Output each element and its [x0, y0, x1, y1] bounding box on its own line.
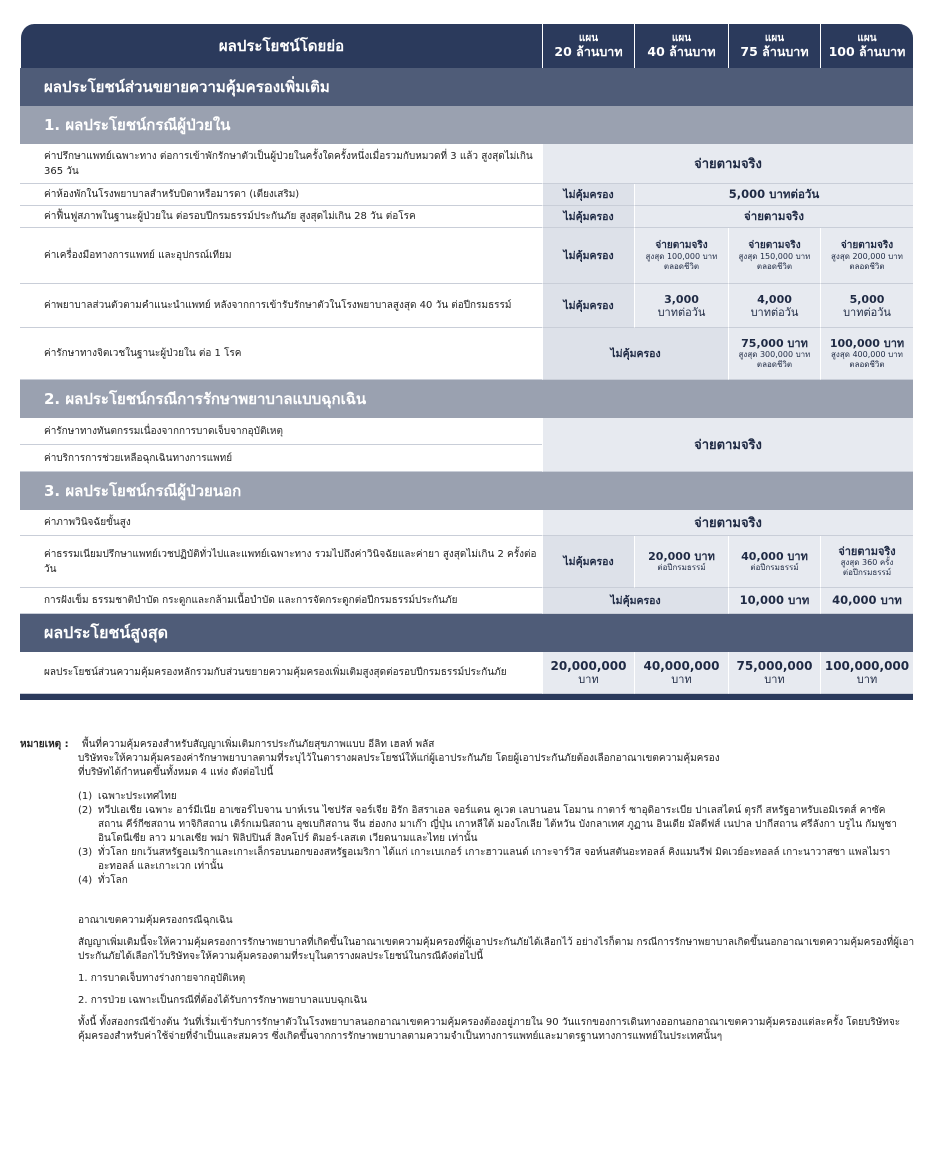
- section-extended: ผลประโยชน์ส่วนขยายความคุ้มครองเพิ่มเติม: [20, 68, 913, 106]
- list-item: (4) ทั่วโลก: [78, 875, 128, 886]
- list-item: (2) ทวีปเอเชีย เฉพาะ อาร์มีเนีย อาเซอร์ไบจาน บาห์เรน ไซปรัส จอร์เจีย อิรัก อิสราเอล จอร์แดน คูเวต เลบานอน โอมาน กาตาร์ ซาอุดิอาระเบีย ปาเลสไตน์ ตุรกี สหรัฐอาหรับเอมิเรตส์ คาซัคสถาน คีร์กีซสถาน ทาจิกิสถาน เติร์กเมนิสถาน อุซเบกิสถาน จีน ฮ่องกง มาเก๊า ญี่ปุ่น เกาหลีใต้ มองโกเลีย ไต้หวัน บังกลาเทศ ภูฏาน อินเดีย มัลดีฟส์ เนปาล ปากีสถาน ศรีลังกา บรูไน กัมพูชา อินโดนีเซีย ลาว มาเลเซีย พม่า ฟิลิปปินส์ สิงคโปร์ ติมอร์-เลสเต เวียดนามและไทย เท่านั้น: [78, 805, 897, 844]
- notes-line3: ที่บริษัทได้กำหนดขึ้นทั้งหมด 4 แห่ง ดังต่อไปนี้: [78, 767, 274, 778]
- notes-line2: บริษัทจะให้ความคุ้มครองค่ารักษาพยาบาลตามที่ระบุไว้ในตารางผลประโยชน์ให้แก่ผู้เอาประกันภัย โดยผู้เอาประกันภัยต้องเลือกอาณาเขตความคุ้มครอง: [78, 753, 720, 764]
- table-header: [20, 24, 913, 68]
- list-item: (3) ทั่วโลก ยกเว้นสหรัฐอเมริกาและเกาะเล็กรอบนอกของสหรัฐอเมริกา ได้แก่ เกาะเบเกอร์ เกาะฮาวแลนด์ เกาะจาร์วิส จอห์นสตันอะทอลล์ คิงแมนรีฟ มิดเวย์อะทอลล์ เกาะนาวาสซา แพลไมราอะทอลล์ และเกาะเวก เท่านั้น: [78, 847, 891, 872]
- table-row: ค่าธรรมเนียมปรึกษาแพทย์เวชปฏิบัติทั่วไปและแพทย์เฉพาะทาง รวมไปถึงค่าวินิจฉัยและค่ายา สูงสุดไม่เกิน 2 ครั้งต่อวัน ไม่คุ้มครอง 20,000 บาท ต่อปีกรมธรรม์ 40,000 บาท ต่อปีกรมธรรม์ จ่ายตามจริง สูงสุด 360 ครั้ง ต่อปีกรมธรรม์: [20, 536, 913, 588]
- emergency-case-2: 2. การป่วย เฉพาะเป็นกรณีที่ต้องได้รับการรักษาพยาบาลแบบฉุกเฉิน: [78, 995, 367, 1006]
- plan-100-header: แผน 100 ล้านบาท: [820, 24, 913, 68]
- plan-20-header: แผน 20 ล้านบาท: [542, 24, 634, 68]
- notes-label: หมายเหตุ :: [20, 739, 69, 750]
- benefits-table: [20, 24, 913, 700]
- notes-section: [20, 738, 920, 1044]
- table-row: ค่าฟื้นฟูสภาพในฐานะผู้ป่วยใน ต่อรอบปีกรมธรรม์ประกันภัย สูงสุดไม่เกิน 28 วัน ต่อโรค ไม่คุ้มครอง จ่ายตามจริง: [20, 206, 913, 228]
- table-row: ค่ารักษาทางทันตกรรมเนื่องจากการบาดเจ็บจากอุบัติเหตุ จ่ายตามจริง ค่าบริการการช่วยเหลือฉุกเฉินทางการแพทย์: [20, 418, 913, 472]
- table-row: ค่าปรึกษาแพทย์เฉพาะทาง ต่อการเข้าพักรักษาตัวเป็นผู้ป่วยในครั้งใดครั้งหนึ่งเมื่อรวมกับหมวดที่ 3 แล้ว สูงสุดไม่เกิน 365 วัน จ่ายตามจริง: [20, 144, 913, 184]
- table-row: ค่ารักษาทางจิตเวชในฐานะผู้ป่วยใน ต่อ 1 โรค ไม่คุ้มครอง 75,000 บาท สูงสุด 300,000 บาท ตลอดชีวิต 100,000 บาท สูงสุด 400,000 บาท ตลอดชีวิต: [20, 328, 913, 380]
- table-row: ผลประโยชน์ส่วนความคุ้มครองหลักรวมกับส่วนขยายความคุ้มครองเพิ่มเติมสูงสุดต่อรอบปีกรมธรรม์ประกันภัย 20,000,000 บาท 40,000,000 บาท 75,000,000 บาท 100,000,000 บาท: [20, 652, 913, 694]
- table-row: ค่าพยาบาลส่วนตัวตามคำแนะนำแพทย์ หลังจากการเข้ารับรักษาตัวในโรงพยาบาลสูงสุด 40 วัน ต่อปีกรมธรรม์ ไม่คุ้มครอง 3,000 บาทต่อวัน 4,000 บาทต่อวัน 5,000 บาทต่อวัน: [20, 284, 913, 328]
- table-title: ผลประโยชน์โดยย่อ: [20, 24, 542, 68]
- plan-40-header: แผน 40 ล้านบาท: [634, 24, 728, 68]
- emergency-case-1: 1. การบาดเจ็บทางร่างกายจากอุบัติเหตุ: [78, 973, 246, 984]
- section-inpatient: 1. ผลประโยชน์กรณีผู้ป่วยใน: [20, 106, 913, 144]
- section-outpatient: 3. ผลประโยชน์กรณีผู้ป่วยนอก: [20, 472, 913, 510]
- section-emergency: 2. ผลประโยชน์กรณีการรักษาพยาบาลแบบฉุกเฉิน: [20, 380, 913, 418]
- list-item: (1) เฉพาะประเทศไทย: [78, 791, 177, 802]
- table-row: ค่าห้องพักในโรงพยาบาลสำหรับบิดาหรือมารดา (เตียงเสริม) ไม่คุ้มครอง 5,000 บาทต่อวัน: [20, 184, 913, 206]
- table-row: ค่าภาพวินิจฉัยขั้นสูง จ่ายตามจริง: [20, 510, 913, 536]
- emergency-title: อาณาเขตความคุ้มครองกรณีฉุกเฉิน: [78, 915, 233, 926]
- emergency-final: ทั้งนี้ ทั้งสองกรณีข้างต้น วันที่เริ่มเข้ารับการรักษาตัวในโรงพยาบาลนอกอาณาเขตความคุ้มครองต้องอยู่ภายใน 90 วันแรกของการเดินทางออกนอกอาณาเขตความคุ้มครองแต่ละครั้ง โดยบริษัทจะคุ้มครองสำหรับค่าใช้จ่ายที่จำเป็นและสมควร ซึ่งเกิดขึ้นจากการรักษาพยาบาลตามความจำเป็นทางการแพทย์และมาตรฐานทางการแพทย์ในประเทศนั้นๆ: [78, 1017, 901, 1042]
- table-row: การฝังเข็ม ธรรมชาติบำบัด กระดูกและกล้ามเนื้อบำบัด และการจัดกระดูกต่อปีกรมธรรม์ประกันภัย ไม่คุ้มครอง 10,000 บาท 40,000 บาท: [20, 588, 913, 614]
- coverage-area-list: [78, 790, 900, 888]
- emergency-paragraph: สัญญาเพิ่มเติมนี้จะให้ความคุ้มครองการรักษาพยาบาลที่เกิดขึ้นในอาณาเขตความคุ้มครองที่ผู้เอาประกันภัยได้เลือกไว้ อย่างไรก็ตาม กรณีการรักษาพยาบาลเกิดขึ้นนอกอาณาเขตความคุ้มครองที่ผู้เอาประกันภัยได้เลือกไว้บริษัทจะให้ความคุ้มครองตามที่ระบุในตารางผลประโยชน์ในกรณีดังต่อไปนี้: [78, 937, 915, 962]
- section-maximum: ผลประโยชน์สูงสุด: [20, 614, 913, 652]
- notes-line1: พื้นที่ความคุ้มครองสำหรับสัญญาเพิ่มเติมการประกันภัยสุขภาพแบบ อีลิท เฮลท์ พลัส: [82, 739, 435, 750]
- table-row: ค่าเครื่องมือทางการแพทย์ และอุปกรณ์เทียม ไม่คุ้มครอง จ่ายตามจริง สูงสุด 100,000 บาท ตลอดชีวิต จ่ายตามจริง สูงสุด 150,000 บาท ตลอดชีวิต จ่ายตามจริง สูงสุด 200,000 บาท ตลอดชีวิต: [20, 228, 913, 284]
- plan-75-header: แผน 75 ล้านบาท: [728, 24, 820, 68]
- table-bottom-rule: [20, 694, 913, 700]
